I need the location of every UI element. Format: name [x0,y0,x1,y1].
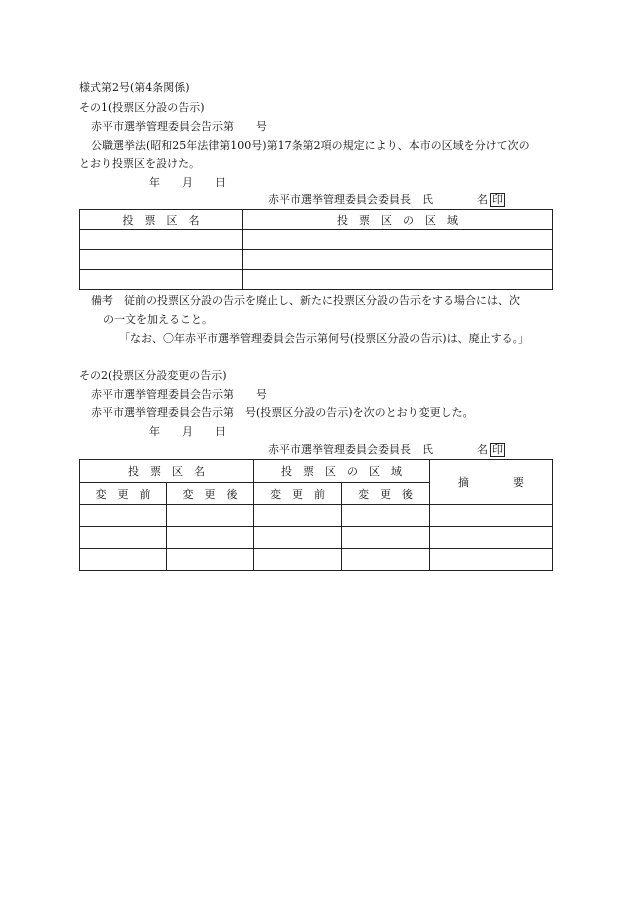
seal-stamp: 印 [492,193,503,206]
table-cell[interactable] [254,549,342,571]
section2-notice-body: 赤平市選挙管理委員会告示第 号(投票区分設の告示)を次のとおり変更した。 [91,406,474,419]
table-cell[interactable] [430,527,553,549]
table-cell[interactable] [167,549,254,571]
table-cell[interactable] [80,505,167,527]
section1-notice-number: 赤平市選挙管理委員会告示第 号 [91,120,267,133]
table-cell[interactable] [80,549,167,571]
header-name-after: 変 更 後 [167,483,254,505]
table-row [80,230,553,250]
table-cell[interactable] [167,527,254,549]
section1-signer [268,193,505,207]
table-row [80,549,553,571]
table-cell[interactable] [243,250,553,270]
table-cell[interactable] [80,527,167,549]
section1-title: その1(投票区分設の告示) [79,101,205,114]
section2-table [79,459,553,571]
table-cell[interactable] [342,527,430,549]
header-summary: 摘 要 [430,460,553,505]
header-name-before: 変 更 前 [80,483,167,505]
table-cell[interactable] [80,230,243,250]
table-header-row [80,210,553,230]
header-polling-district-area: 投 票 区 の 区 域 [243,210,553,230]
table-cell[interactable] [342,549,430,571]
table-row [80,270,553,290]
section1-date: 年 月 日 [149,176,226,189]
section1-remarks-quote: 「なお、〇年赤平市選挙管理委員会告示第何号(投票区分設の告示)は、廃止する。」 [119,332,530,345]
section1-remarks-line2: の一文を加えること。 [103,313,213,326]
section1-signer-text: 赤平市選挙管理委員会委員長 氏 名 [268,193,488,206]
section2-notice-number: 赤平市選挙管理委員会告示第 号 [91,388,267,401]
table-cell[interactable] [243,230,553,250]
section1-body-line1: 公職選挙法(昭和25年法律第100号)第17条第2項の規定により、本市の区域を分けて次の [91,139,530,152]
table-cell[interactable] [167,505,254,527]
table-row [80,505,553,527]
table-cell[interactable] [254,505,342,527]
form-heading: 様式第2号(第4条関係) [79,81,190,94]
table-cell[interactable] [430,549,553,571]
header-polling-district-area: 投 票 区 の 区 域 [254,460,430,483]
section2-date: 年 月 日 [149,425,226,438]
table-cell[interactable] [254,527,342,549]
table-group-header-row [80,460,553,483]
section1-body-line2: とおり投票区を設けた。 [79,157,200,170]
header-area-after: 変 更 後 [342,483,430,505]
section1-remarks-line1: 備考 従前の投票区分設の告示を廃止し、新たに投票区分設の告示をする場合には、次 [91,294,520,307]
seal-stamp: 印 [492,443,503,456]
table-cell[interactable] [430,505,553,527]
table-cell[interactable] [80,250,243,270]
section2-signer-text: 赤平市選挙管理委員会委員長 氏 名 [268,443,488,456]
section2-signer [268,443,505,457]
table-row [80,527,553,549]
table-cell[interactable] [80,270,243,290]
header-polling-district-name: 投 票 区 名 [80,210,243,230]
header-polling-district-name: 投 票 区 名 [80,460,254,483]
section2-title: その2(投票区分設変更の告示) [79,369,227,382]
header-area-before: 変 更 前 [254,483,342,505]
table-cell[interactable] [243,270,553,290]
table-cell[interactable] [342,505,430,527]
section1-table [79,209,553,290]
table-row [80,250,553,270]
